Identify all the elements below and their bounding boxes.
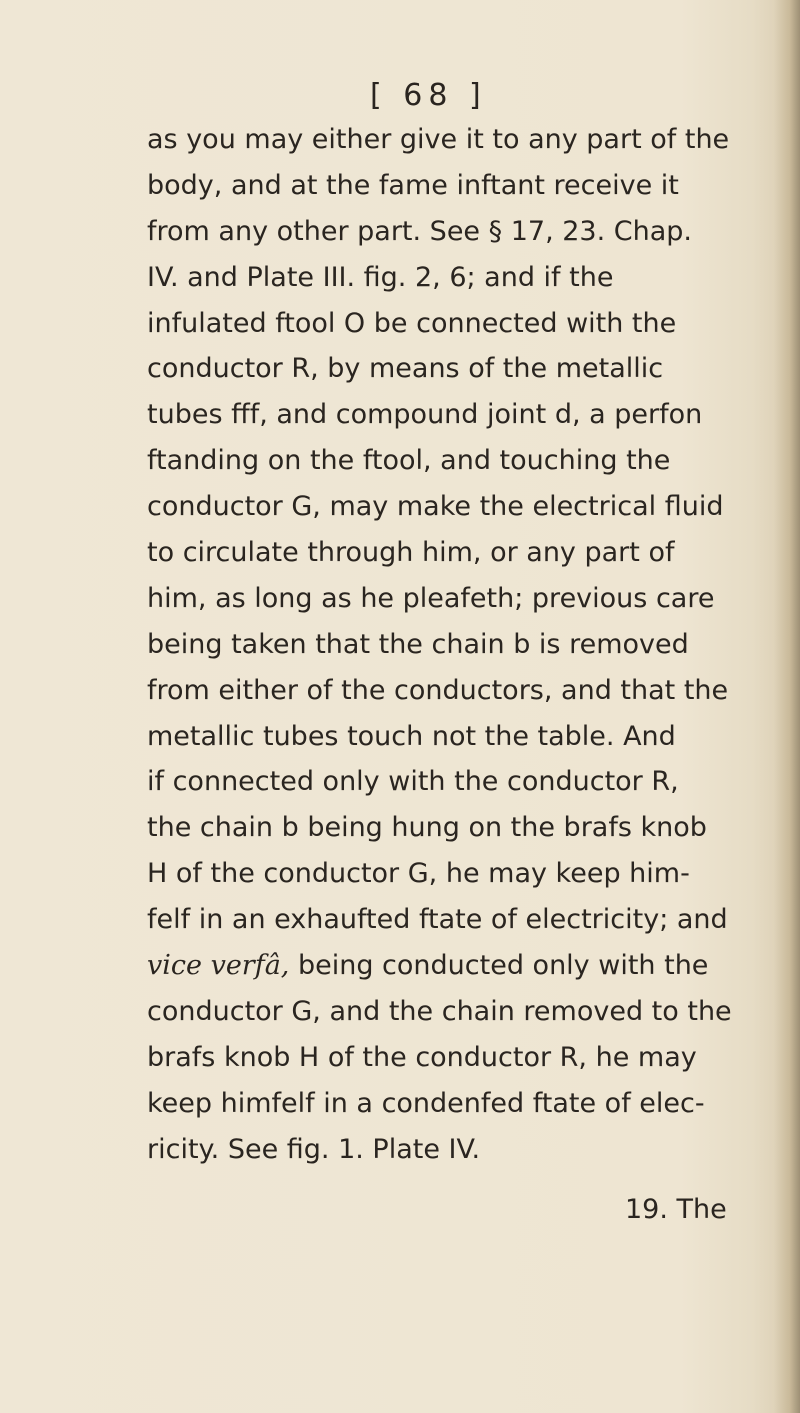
text-line: H of the conductor G, he may keep him- [147,858,690,890]
text-line: ricity. See fig. 1. Plate IV. [147,1133,481,1165]
text-line: keep himfelf in a condenfed ftate of elec- [147,1087,705,1119]
text-line: infulated ftool O be connected with the [147,307,677,339]
text-line: from any other part. See § 17, 23. Chap. [147,215,692,247]
body-text [147,117,762,1172]
text-line: conductor G, and the chain removed to the [147,995,732,1027]
text-line: to circulate through him, or any part of [147,537,675,569]
text-line: metallic tubes touch not the table. And [147,720,676,752]
text-line: from either of the conductors, and that the [147,674,729,706]
text-line: as you may either give it to any part of the [147,124,730,155]
page-number-header: [ 68 ] [370,78,487,113]
text-line: conductor G, may make the electrical fluid [147,491,724,523]
text-line-vice-versa [147,943,762,989]
text-line: the chain b being hung on the brafs knob [147,812,707,844]
text-line: being taken that the chain b is removed [147,628,689,660]
text-line: ftanding on the ftool, and touching the [147,445,671,477]
text-line: tubes fff, and compound joint d, a perfon [147,399,703,431]
text-line: brafs knob H of the conductor R, he may [147,1041,697,1073]
text-line: IV. and Plate III. fig. 2, 6; and if the [147,261,614,293]
text-fragment: being conducted only with the [289,950,709,982]
text-line: felf in an exhaufted ftate of electricity; and [147,904,728,936]
text-line: body, and at the fame inftant receive it [147,169,679,201]
text-line: if connected only with the conductor R, [147,766,679,798]
italic-phrase: vice verfâ, [147,950,290,982]
page-edge-shadow [774,0,800,1413]
catchword: 19. The [625,1194,727,1225]
text-line: him, as long as he pleafeth; previous care [147,582,715,614]
text-line: conductor R, by means of the metallic [147,353,664,385]
